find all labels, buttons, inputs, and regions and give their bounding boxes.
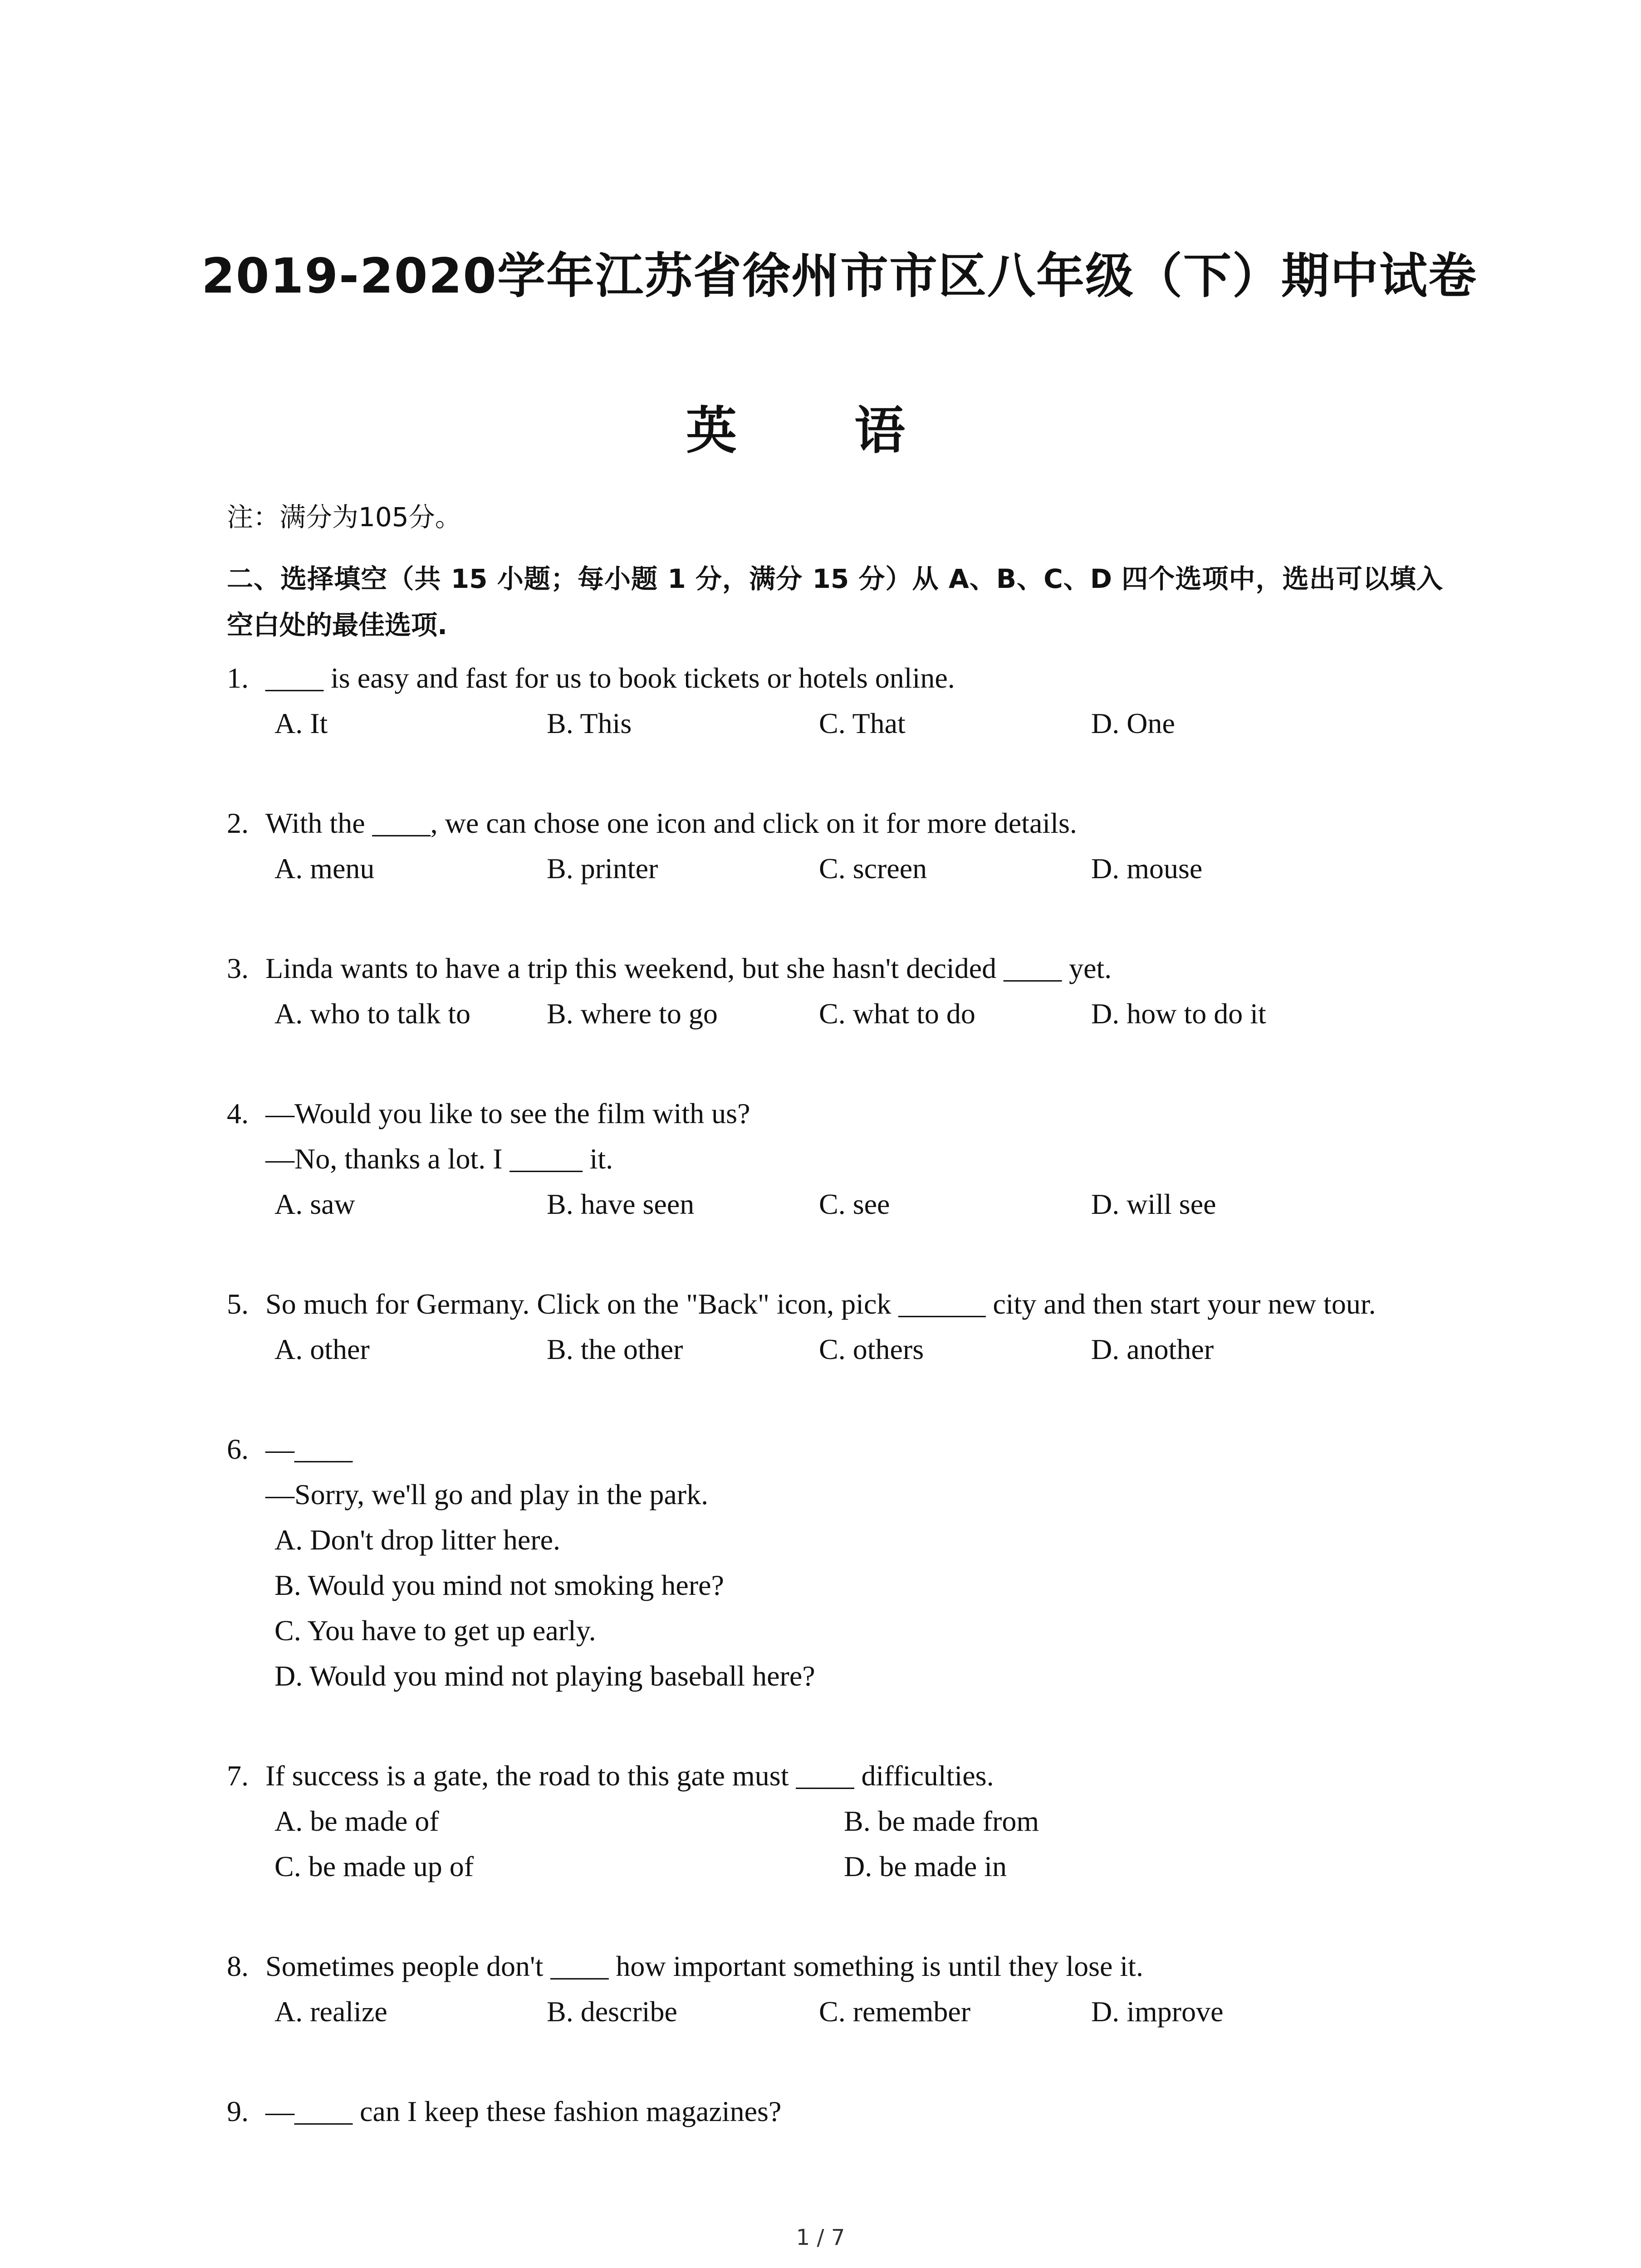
option-d: D. another: [1091, 1333, 1214, 1365]
subject-heading: 英 语: [686, 401, 955, 460]
option-a: A. other: [274, 1333, 370, 1365]
question-number: 1.: [227, 662, 249, 694]
option-a: A. be made of: [274, 1805, 439, 1837]
page-title: 2019-2020学年江苏省徐州市市区八年级（下）期中试卷: [201, 248, 1478, 304]
question-stem-reply: —No, thanks a lot. I _____ it.: [265, 1143, 613, 1175]
question-stem: So much for Germany. Click on the "Back" icon, pick ______ city and then start your new tour.: [265, 1288, 1376, 1320]
option-c: C. That: [819, 707, 906, 739]
option-b: B. describe: [547, 1995, 677, 2028]
option-b: B. be made from: [844, 1805, 1039, 1837]
question-number: 6.: [227, 1433, 249, 1465]
option-c: C. see: [819, 1188, 890, 1220]
option-b: B. printer: [547, 852, 658, 885]
option-a: A. It: [274, 707, 328, 739]
question-stem: —____ can I keep these fashion magazines?: [265, 2095, 782, 2127]
question-stem: ____ is easy and fast for us to book tickets or hotels online.: [265, 662, 955, 694]
question-number: 2.: [227, 807, 249, 839]
option-c: C. remember: [819, 1995, 971, 2028]
option-c: C. screen: [819, 852, 927, 885]
option-d: D. improve: [1091, 1995, 1224, 2028]
score-note: 注：满分为105分。: [227, 502, 461, 533]
question-number: 3.: [227, 952, 249, 984]
question-stem: Sometimes people don't ____ how important something is until they lose it.: [265, 1950, 1143, 1982]
option-d: D. how to do it: [1091, 997, 1266, 1030]
question-number: 7.: [227, 1760, 249, 1792]
option-d: D. Would you mind not playing baseball here?: [274, 1660, 815, 1692]
question-number: 9.: [227, 2095, 249, 2127]
question-stem: Linda wants to have a trip this weekend, but she hasn't decided ____ yet.: [265, 952, 1112, 984]
option-b: B. Would you mind not smoking here?: [274, 1569, 724, 1601]
question-stem: —____: [265, 1433, 353, 1465]
option-a: A. realize: [274, 1995, 387, 2028]
option-c: C. others: [819, 1333, 924, 1365]
option-b: B. have seen: [547, 1188, 695, 1220]
question-stem: With the ____, we can chose one icon and click on it for more details.: [265, 807, 1077, 839]
option-d: D. mouse: [1091, 852, 1203, 885]
option-a: A. Don't drop litter here.: [274, 1524, 561, 1556]
question-stem-reply: —Sorry, we'll go and play in the park.: [265, 1478, 709, 1510]
question-number: 8.: [227, 1950, 249, 1982]
page-number: 1 / 7: [796, 2225, 845, 2250]
question-stem: —Would you like to see the film with us?: [265, 1097, 750, 1129]
option-d: D. will see: [1091, 1188, 1216, 1220]
question-number: 5.: [227, 1288, 249, 1320]
option-a: A. saw: [274, 1188, 355, 1220]
option-c: C. what to do: [819, 997, 975, 1030]
option-c: C. be made up of: [274, 1850, 474, 1882]
option-b: B. This: [547, 707, 632, 739]
option-b: B. where to go: [547, 997, 718, 1030]
question-stem: If success is a gate, the road to this gate must ____ difficulties.: [265, 1760, 994, 1792]
option-a: A. who to talk to: [274, 997, 470, 1030]
option-b: B. the other: [547, 1333, 683, 1365]
question-number: 4.: [227, 1097, 249, 1129]
option-d: D. be made in: [844, 1850, 1007, 1882]
section-instruction: 二、选择填空（共 15 小题；每小题 1 分，满分 15 分）从 A、B、C、D 四个选项中，选出可以填入空白处的最佳选项.: [227, 563, 1443, 640]
option-d: D. One: [1091, 707, 1175, 739]
option-c: C. You have to get up early.: [274, 1614, 596, 1647]
option-a: A. menu: [274, 852, 375, 885]
